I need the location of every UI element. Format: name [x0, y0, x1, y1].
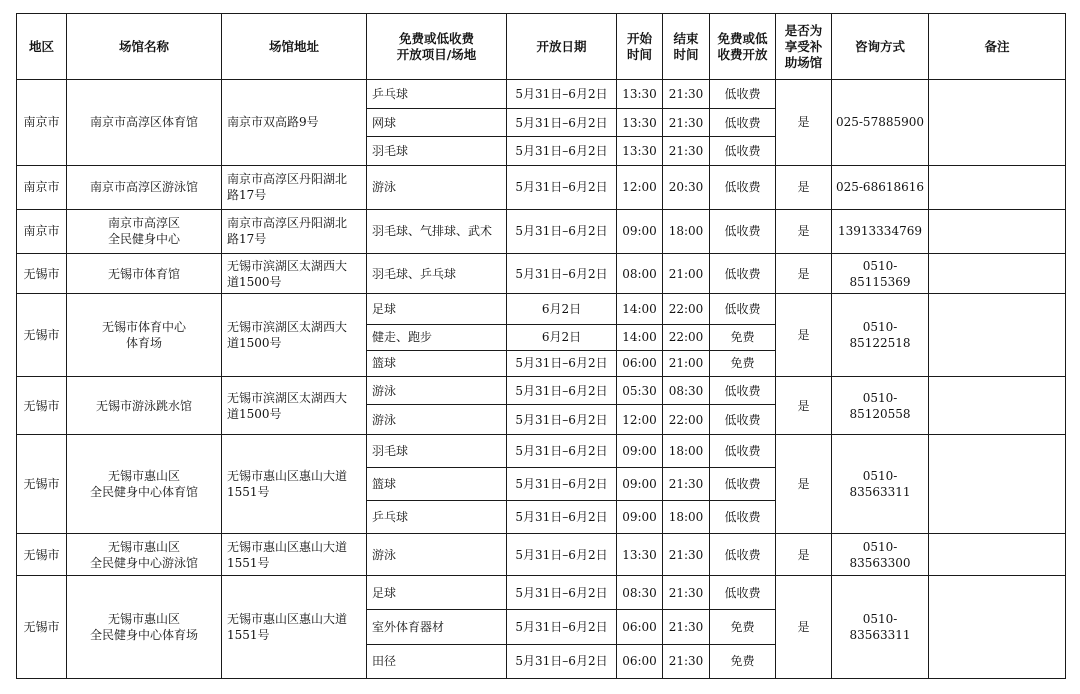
cell-notes — [929, 80, 1066, 166]
table-row — [17, 376, 1066, 404]
cell-notes — [929, 533, 1066, 575]
cell-open-date: 5月31日–6月2日 — [507, 137, 617, 165]
cell-venue-name: 无锡市游泳跳水馆 — [67, 376, 222, 434]
table-row — [17, 576, 1066, 610]
cell-fee-type: 低收费 — [710, 254, 776, 294]
cell-end-time: 18:00 — [663, 500, 710, 533]
cell-start-time: 08:00 — [617, 254, 663, 294]
cell-open-date: 5月31日–6月2日 — [507, 467, 617, 500]
cell-item: 游泳 — [367, 405, 507, 435]
cell-venue-name: 南京市高淳区 全民健身中心 — [67, 209, 222, 253]
cell-end-time: 21:30 — [663, 109, 710, 137]
cell-start-time: 06:00 — [617, 350, 663, 376]
header-open-date: 开放日期 — [507, 14, 617, 80]
cell-open-date: 5月31日–6月2日 — [507, 109, 617, 137]
cell-subsidized: 是 — [776, 435, 832, 534]
cell-region: 南京市 — [17, 80, 67, 166]
table-row — [17, 209, 1066, 253]
cell-fee-type: 低收费 — [710, 109, 776, 137]
cell-start-time: 09:00 — [617, 500, 663, 533]
cell-open-date: 5月31日–6月2日 — [507, 435, 617, 467]
cell-contact: 0510-85115369 — [832, 254, 929, 294]
cell-end-time: 21:30 — [663, 644, 710, 678]
cell-notes — [929, 254, 1066, 294]
cell-start-time: 12:00 — [617, 405, 663, 435]
cell-item: 乒乓球 — [367, 80, 507, 109]
header-region: 地区 — [17, 14, 67, 80]
cell-notes — [929, 576, 1066, 679]
cell-region: 无锡市 — [17, 376, 67, 434]
cell-item: 羽毛球 — [367, 137, 507, 165]
cell-open-date: 5月31日–6月2日 — [507, 254, 617, 294]
cell-end-time: 21:30 — [663, 467, 710, 500]
cell-contact: 13913334769 — [832, 209, 929, 253]
cell-region: 南京市 — [17, 209, 67, 253]
cell-fee-type: 免费 — [710, 610, 776, 644]
header-start-time: 开始 时间 — [617, 14, 663, 80]
table-row — [17, 533, 1066, 575]
cell-contact: 0510-85122518 — [832, 294, 929, 377]
header-end-time: 结束 时间 — [663, 14, 710, 80]
cell-subsidized: 是 — [776, 294, 832, 377]
cell-open-date: 5月31日–6月2日 — [507, 80, 617, 109]
cell-open-date: 5月31日–6月2日 — [507, 165, 617, 209]
table-row — [17, 435, 1066, 467]
cell-contact: 025-57885900 — [832, 80, 929, 166]
cell-venue-address: 南京市高淳区丹阳湖北 路17号 — [222, 165, 367, 209]
cell-fee-type: 低收费 — [710, 435, 776, 467]
table-row — [17, 80, 1066, 109]
cell-fee-type: 低收费 — [710, 500, 776, 533]
cell-subsidized: 是 — [776, 533, 832, 575]
cell-open-date: 5月31日–6月2日 — [507, 405, 617, 435]
cell-subsidized: 是 — [776, 209, 832, 253]
cell-fee-type: 低收费 — [710, 467, 776, 500]
header-subsidized: 是否为 享受补 助场馆 — [776, 14, 832, 80]
cell-open-date: 6月2日 — [507, 294, 617, 324]
cell-start-time: 14:00 — [617, 324, 663, 350]
cell-notes — [929, 435, 1066, 534]
cell-contact: 0510-83563311 — [832, 435, 929, 534]
cell-start-time: 09:00 — [617, 467, 663, 500]
cell-venue-address: 无锡市滨湖区太湖西大 道1500号 — [222, 294, 367, 377]
cell-open-date: 5月31日–6月2日 — [507, 644, 617, 678]
cell-end-time: 21:30 — [663, 610, 710, 644]
cell-end-time: 21:00 — [663, 350, 710, 376]
cell-open-date: 5月31日–6月2日 — [507, 576, 617, 610]
cell-region: 无锡市 — [17, 533, 67, 575]
cell-end-time: 22:00 — [663, 294, 710, 324]
cell-end-time: 21:30 — [663, 533, 710, 575]
cell-open-date: 6月2日 — [507, 324, 617, 350]
table-row — [17, 294, 1066, 324]
table-row — [17, 254, 1066, 294]
cell-fee-type: 低收费 — [710, 405, 776, 435]
cell-end-time: 22:00 — [663, 405, 710, 435]
cell-venue-name: 无锡市体育中心 体育场 — [67, 294, 222, 377]
cell-item: 健走、跑步 — [367, 324, 507, 350]
cell-region: 无锡市 — [17, 254, 67, 294]
cell-start-time: 12:00 — [617, 165, 663, 209]
cell-item: 羽毛球、气排球、武术 — [367, 209, 507, 253]
cell-item: 篮球 — [367, 467, 507, 500]
cell-item: 田径 — [367, 644, 507, 678]
table-row — [17, 165, 1066, 209]
cell-item: 游泳 — [367, 376, 507, 404]
cell-notes — [929, 209, 1066, 253]
cell-start-time: 06:00 — [617, 644, 663, 678]
cell-fee-type: 免费 — [710, 350, 776, 376]
cell-item: 游泳 — [367, 165, 507, 209]
cell-fee-type: 免费 — [710, 644, 776, 678]
cell-venue-address: 无锡市惠山区惠山大道 1551号 — [222, 576, 367, 679]
table-header-row — [17, 14, 1066, 80]
cell-start-time: 06:00 — [617, 610, 663, 644]
cell-venue-address: 南京市高淳区丹阳湖北 路17号 — [222, 209, 367, 253]
cell-contact: 0510-83563311 — [832, 576, 929, 679]
cell-open-date: 5月31日–6月2日 — [507, 209, 617, 253]
cell-item: 羽毛球 — [367, 435, 507, 467]
cell-end-time: 20:30 — [663, 165, 710, 209]
cell-subsidized: 是 — [776, 576, 832, 679]
cell-venue-name: 无锡市惠山区 全民健身中心体育场 — [67, 576, 222, 679]
cell-fee-type: 低收费 — [710, 209, 776, 253]
header-contact: 咨询方式 — [832, 14, 929, 80]
cell-end-time: 21:00 — [663, 254, 710, 294]
cell-start-time: 14:00 — [617, 294, 663, 324]
header-fee-type: 免费或低 收费开放 — [710, 14, 776, 80]
cell-fee-type: 免费 — [710, 324, 776, 350]
cell-notes — [929, 165, 1066, 209]
cell-fee-type: 低收费 — [710, 137, 776, 165]
venue-table — [16, 13, 1066, 679]
cell-item: 足球 — [367, 294, 507, 324]
cell-venue-name: 南京市高淳区体育馆 — [67, 80, 222, 166]
cell-start-time: 05:30 — [617, 376, 663, 404]
cell-item: 篮球 — [367, 350, 507, 376]
cell-fee-type: 低收费 — [710, 294, 776, 324]
cell-subsidized: 是 — [776, 80, 832, 166]
cell-start-time: 13:30 — [617, 137, 663, 165]
cell-region: 无锡市 — [17, 576, 67, 679]
cell-region: 无锡市 — [17, 435, 67, 534]
cell-subsidized: 是 — [776, 254, 832, 294]
cell-venue-name: 南京市高淳区游泳馆 — [67, 165, 222, 209]
header-venue-address: 场馆地址 — [222, 14, 367, 80]
cell-region: 南京市 — [17, 165, 67, 209]
cell-venue-name: 无锡市惠山区 全民健身中心体育馆 — [67, 435, 222, 534]
cell-start-time: 13:30 — [617, 109, 663, 137]
header-venue-name: 场馆名称 — [67, 14, 222, 80]
header-items: 免费或低收费 开放项目/场地 — [367, 14, 507, 80]
cell-start-time: 13:30 — [617, 533, 663, 575]
cell-start-time: 09:00 — [617, 435, 663, 467]
cell-end-time: 21:30 — [663, 80, 710, 109]
cell-open-date: 5月31日–6月2日 — [507, 533, 617, 575]
cell-start-time: 09:00 — [617, 209, 663, 253]
cell-end-time: 18:00 — [663, 209, 710, 253]
cell-item: 游泳 — [367, 533, 507, 575]
cell-start-time: 13:30 — [617, 80, 663, 109]
cell-contact: 0510-85120558 — [832, 376, 929, 434]
cell-open-date: 5月31日–6月2日 — [507, 610, 617, 644]
cell-venue-address: 南京市双高路9号 — [222, 80, 367, 166]
cell-notes — [929, 376, 1066, 434]
cell-fee-type: 低收费 — [710, 376, 776, 404]
cell-subsidized: 是 — [776, 165, 832, 209]
cell-contact: 0510-83563300 — [832, 533, 929, 575]
cell-item: 足球 — [367, 576, 507, 610]
cell-venue-address: 无锡市滨湖区太湖西大 道1500号 — [222, 376, 367, 434]
cell-item: 乒乓球 — [367, 500, 507, 533]
cell-open-date: 5月31日–6月2日 — [507, 350, 617, 376]
cell-fee-type: 低收费 — [710, 533, 776, 575]
cell-fee-type: 低收费 — [710, 80, 776, 109]
cell-venue-address: 无锡市惠山区惠山大道 1551号 — [222, 435, 367, 534]
cell-venue-name: 无锡市惠山区 全民健身中心游泳馆 — [67, 533, 222, 575]
cell-end-time: 08:30 — [663, 376, 710, 404]
cell-venue-name: 无锡市体育馆 — [67, 254, 222, 294]
cell-item: 羽毛球、乒乓球 — [367, 254, 507, 294]
cell-subsidized: 是 — [776, 376, 832, 434]
cell-venue-address: 无锡市滨湖区太湖西大 道1500号 — [222, 254, 367, 294]
cell-notes — [929, 294, 1066, 377]
cell-end-time: 22:00 — [663, 324, 710, 350]
cell-end-time: 18:00 — [663, 435, 710, 467]
cell-item: 室外体育器材 — [367, 610, 507, 644]
cell-fee-type: 低收费 — [710, 576, 776, 610]
header-notes: 备注 — [929, 14, 1066, 80]
cell-open-date: 5月31日–6月2日 — [507, 500, 617, 533]
cell-fee-type: 低收费 — [710, 165, 776, 209]
table-body — [17, 80, 1066, 679]
cell-start-time: 08:30 — [617, 576, 663, 610]
cell-region: 无锡市 — [17, 294, 67, 377]
cell-open-date: 5月31日–6月2日 — [507, 376, 617, 404]
cell-item: 网球 — [367, 109, 507, 137]
cell-end-time: 21:30 — [663, 576, 710, 610]
cell-end-time: 21:30 — [663, 137, 710, 165]
cell-contact: 025-68618616 — [832, 165, 929, 209]
cell-venue-address: 无锡市惠山区惠山大道 1551号 — [222, 533, 367, 575]
